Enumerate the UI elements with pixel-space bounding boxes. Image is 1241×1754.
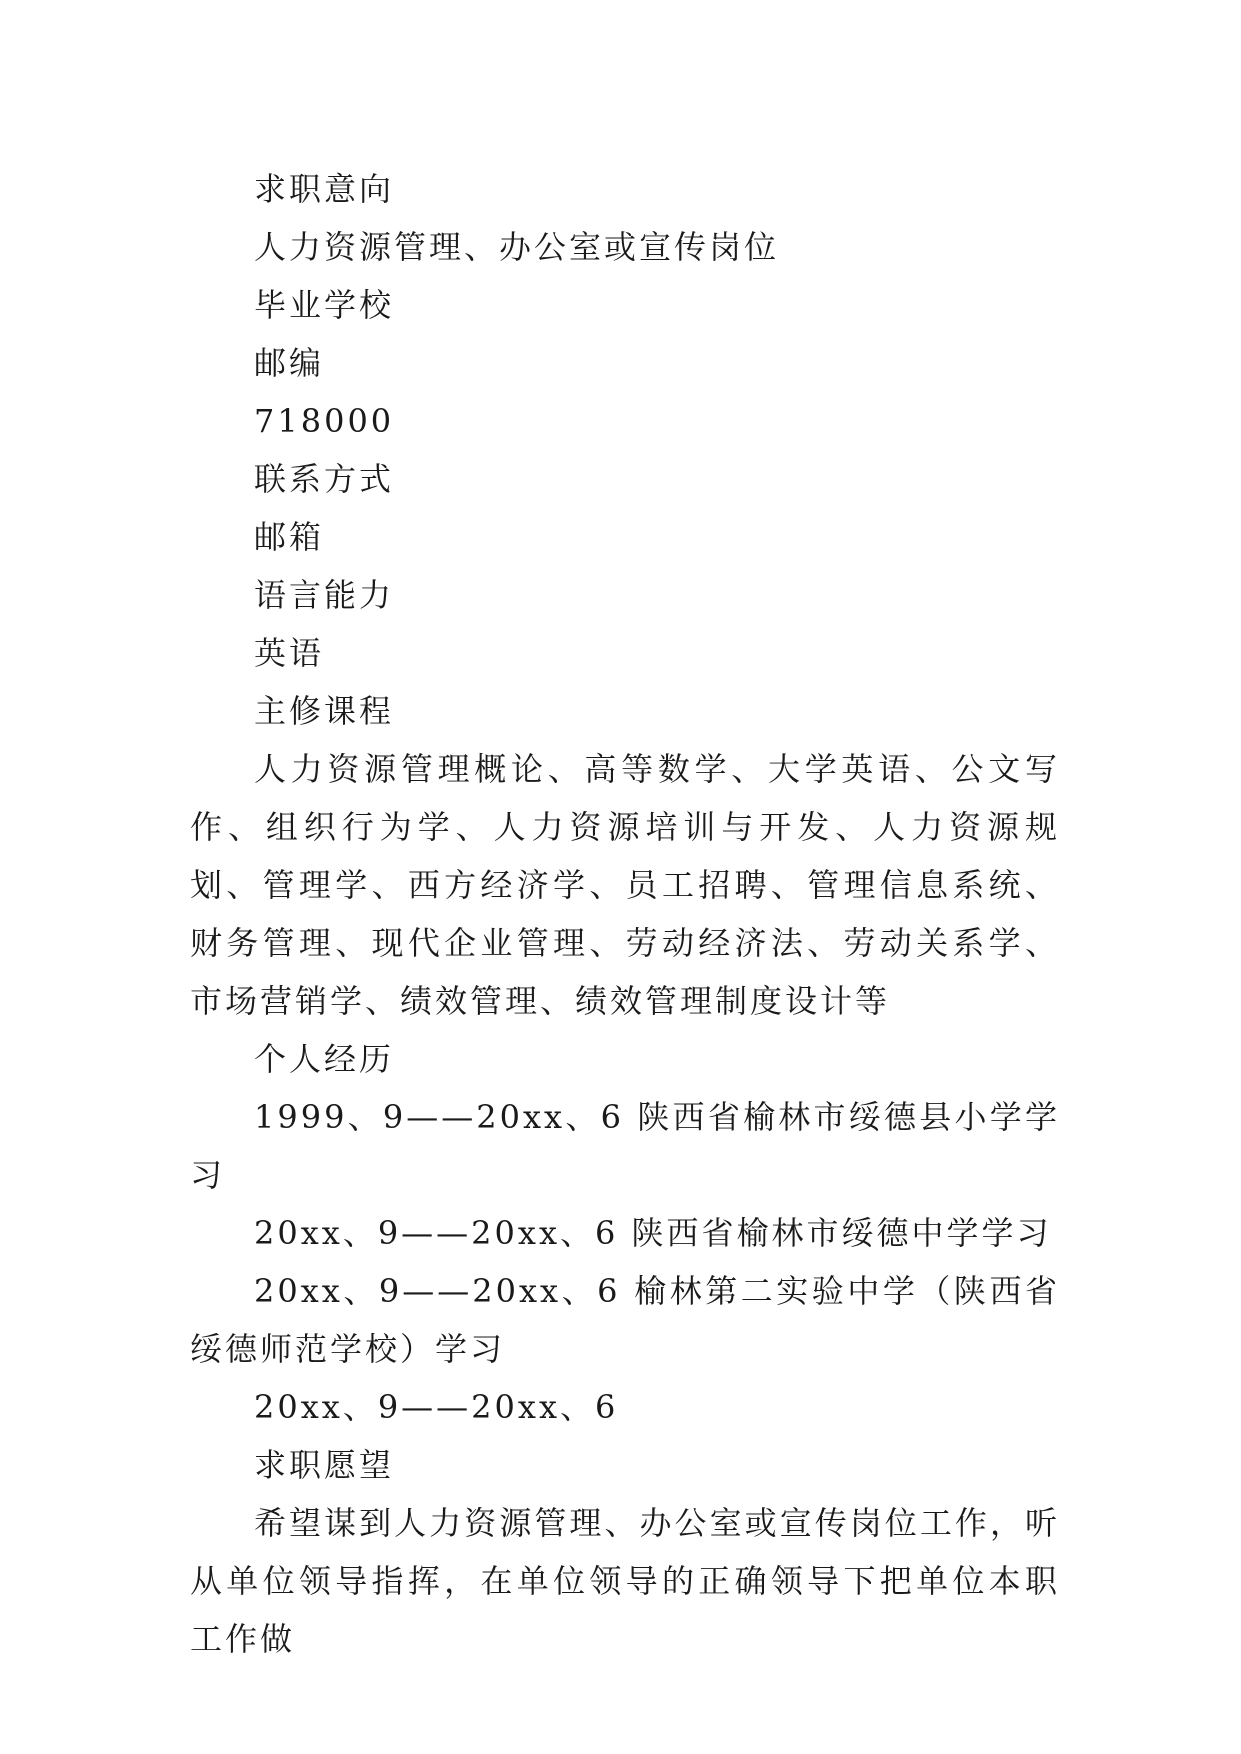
job-intention-value: 人力资源管理、办公室或宣传岗位 <box>254 228 780 266</box>
experience-item: 20xx、9——20xx、6 榆林第二实验中学（陕西省绥德师范学校）学习 <box>190 1272 1060 1368</box>
heading-graduate-school: 毕业学校 <box>254 286 395 324</box>
heading-email: 邮箱 <box>254 518 325 556</box>
postcode-value: 718000 <box>254 402 395 440</box>
heading-contact: 联系方式 <box>254 460 395 498</box>
experience-item: 1999、9——20xx、6 陕西省榆林市绥德县小学学习 <box>190 1098 1060 1194</box>
courses-paragraph: 人力资源管理概论、高等数学、大学英语、公文写作、组织行为学、人力资源培训与开发、人力资源规划、管理学、西方经济学、员工招聘、管理信息系统、财务管理、现代企业管理、劳动经济法、劳动关系学、市场营销学、绩效管理、绩效管理制度设计等 <box>190 750 1060 1020</box>
aspiration-paragraph: 希望谋到人力资源管理、办公室或宣传岗位工作，听从单位领导指挥，在单位领导的正确领导下把单位本职工作做 <box>190 1504 1060 1658</box>
document-body <box>190 160 1060 1668</box>
experience-item: 20xx、9——20xx、6 陕西省榆林市绥德中学学习 <box>254 1214 1052 1252</box>
heading-experience: 个人经历 <box>254 1040 395 1078</box>
heading-job-intention: 求职意向 <box>254 170 395 208</box>
heading-job-aspiration: 求职愿望 <box>254 1446 395 1484</box>
heading-language: 语言能力 <box>254 576 395 614</box>
language-value: 英语 <box>254 634 325 672</box>
heading-postcode: 邮编 <box>254 344 325 382</box>
heading-courses: 主修课程 <box>254 692 395 730</box>
experience-item: 20xx、9——20xx、6 <box>254 1388 619 1426</box>
